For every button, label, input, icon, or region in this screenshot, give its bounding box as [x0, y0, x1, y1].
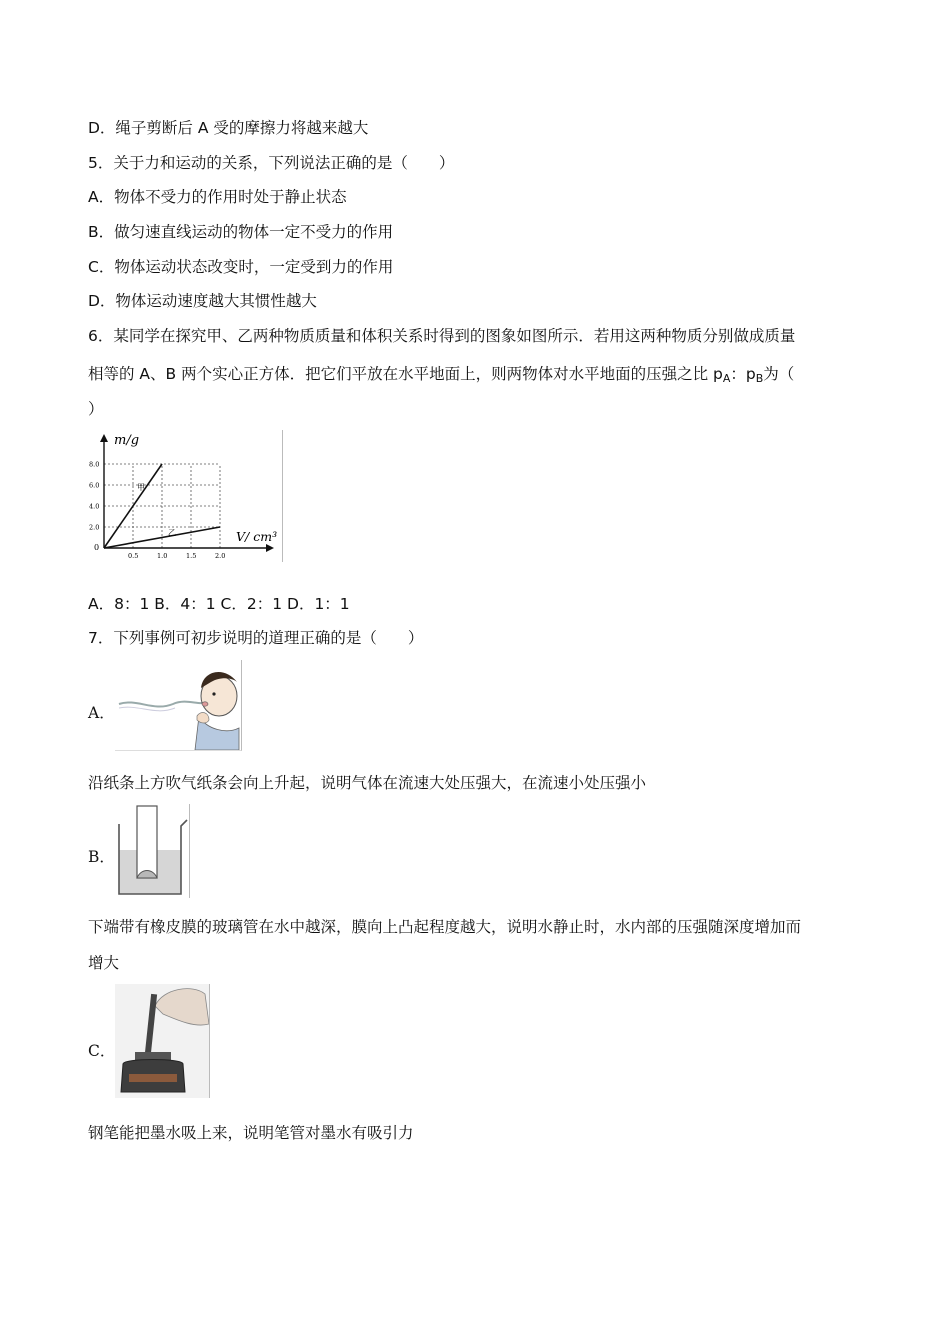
fountain-pen-ink-image — [115, 984, 210, 1098]
paper-strip — [119, 702, 207, 707]
series-label-1: 乙 — [168, 528, 176, 538]
x-tick-label-2: 1.5 — [186, 552, 197, 560]
ink-bottle-label — [129, 1074, 177, 1082]
y-tick-label-1: 4.0 — [89, 502, 100, 511]
y-tick-label-2: 6.0 — [89, 481, 100, 490]
q4-option-d: D．绳子剪断后 A 受的摩擦力将越来越大 — [88, 119, 369, 137]
series-label-0: 甲 — [137, 483, 145, 492]
q5-option-c: C．物体运动状态改变时，一定受到力的作用 — [88, 258, 394, 276]
q5-stem: 5．关于力和运动的关系，下列说法正确的是（ ） — [88, 154, 455, 172]
glass-tube-in-water-image — [115, 804, 190, 898]
q6-stem-line2-text: 相等的 A、B 两个实心正方体．把它们平放在水平地面上，则两物体对水平地面的压强之比 p — [88, 365, 723, 383]
q6-stem-line2 — [88, 364, 794, 389]
q7-stem: 7．下列事例可初步说明的道理正确的是（ ） — [88, 629, 424, 647]
chart-grid — [104, 464, 220, 548]
chart-ticks — [89, 461, 225, 561]
q6-stem-line1: 6．某同学在探究甲、乙两种物质质量和体积关系时得到的图象如图所示．若用这两种物质分别做成质量 — [88, 327, 796, 345]
mass-volume-chart — [88, 430, 283, 562]
q7-label-c: C． — [88, 1042, 116, 1060]
q7-text-b-line1: 下端带有橡皮膜的玻璃管在水中越深，膜向上凸起程度越大，说明水静止时，水内部的压强随深度增加而 — [88, 918, 802, 936]
q7-text-a: 沿纸条上方吹气纸条会向上升起，说明气体在流速大处压强大，在流速小处压强小 — [88, 774, 647, 792]
fountain-pen — [145, 994, 157, 1056]
boy-hand — [197, 713, 209, 723]
q7-label-a: A． — [88, 704, 115, 722]
x-tick-label-1: 1.0 — [157, 552, 168, 560]
glass-tube — [137, 806, 157, 878]
q7-label-b: B． — [88, 848, 115, 866]
q7-text-b-line2: 增大 — [88, 954, 120, 972]
q6-sub-a: A — [722, 372, 731, 385]
q6-colon: ：p — [730, 365, 756, 383]
y-axis-arrow — [100, 434, 108, 442]
y-tick-label-0: 2.0 — [89, 523, 100, 532]
x-axis-arrow — [266, 544, 274, 552]
chart-svg — [88, 430, 282, 562]
q6-stem-line2-end: 为（ — [763, 365, 795, 383]
q6-sub-b: B — [755, 372, 764, 385]
q5-option-d: D．物体运动速度越大其惯性越大 — [88, 292, 317, 310]
q7-text-c: 钢笔能把墨水吸上来，说明笔管对墨水有吸引力 — [88, 1124, 414, 1142]
x-tick-label-0: 0.5 — [128, 552, 139, 560]
q6-stem-line3: ） — [88, 400, 104, 418]
q5-option-b: B．做匀速直线运动的物体一定不受力的作用 — [88, 223, 394, 241]
q5-option-a: A．物体不受力的作用时处于静止状态 — [88, 188, 347, 206]
hand — [155, 989, 209, 1025]
x-tick-label-3: 2.0 — [215, 552, 226, 560]
ink-bottle-neck — [135, 1052, 171, 1060]
paper-strip-blowing-image — [115, 660, 242, 751]
y-tick-label-3: 8.0 — [89, 460, 100, 469]
y-axis-label: m/g — [114, 433, 140, 448]
x-axis-label: V/ cm³ — [236, 529, 278, 544]
origin-label: 0 — [94, 543, 100, 552]
q6-options: A．8：1 B．4：1 C．2：1 D．1：1 — [88, 595, 350, 613]
